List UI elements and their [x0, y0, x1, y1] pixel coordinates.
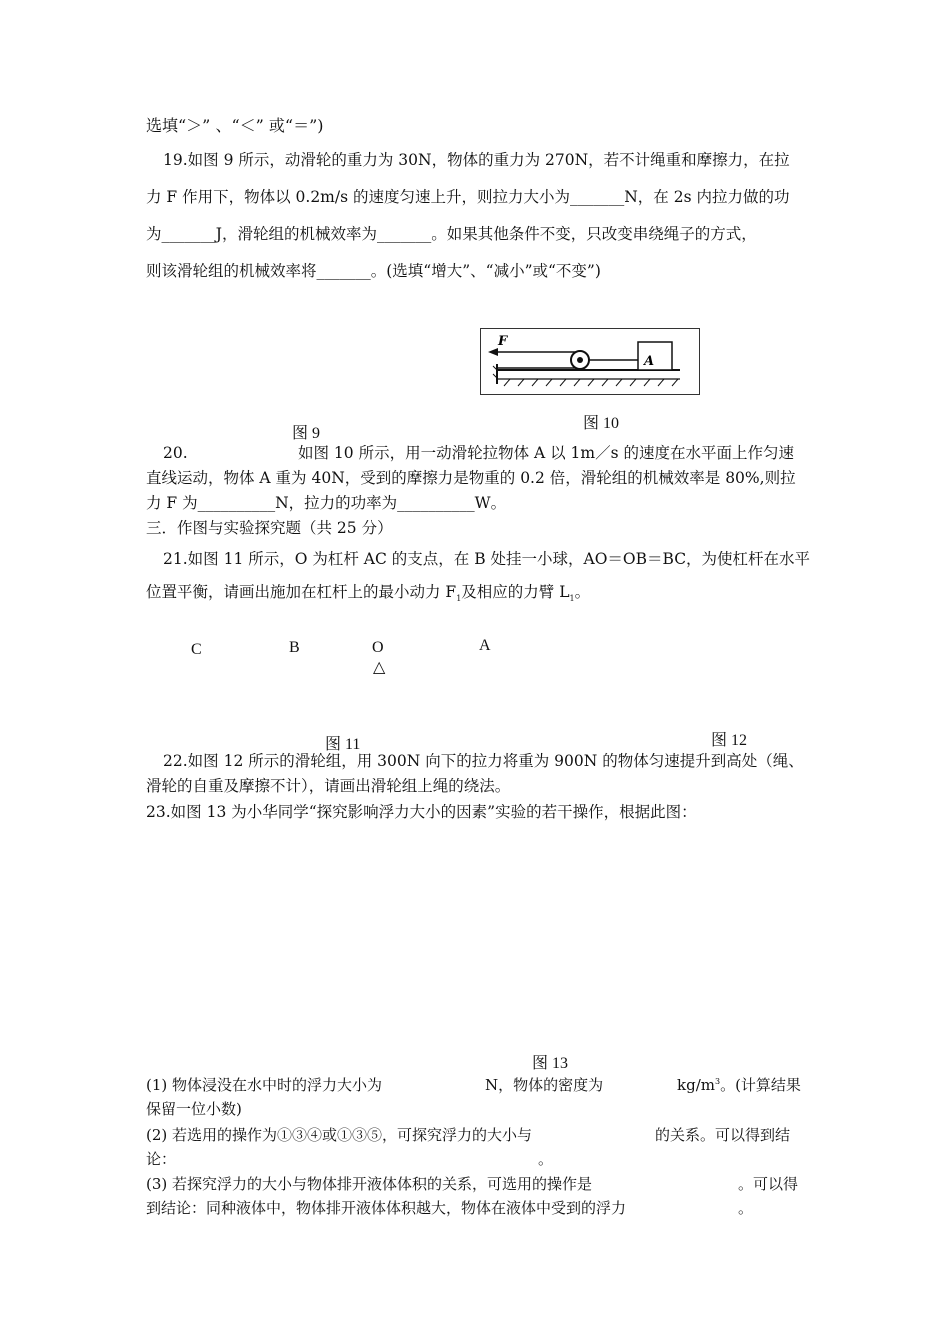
q21-line1: 21.如图 11 所示，O 为杠杆 AC 的支点，在 B 处挂一小球，AO＝OB＝BC，为使杠杆在水平 — [163, 550, 811, 568]
q20-line3: 力 F 为__________N，拉力的功率为__________W。 — [146, 494, 507, 512]
q19-line4: 则该滑轮组的机械效率将_______。(选填“增大”、“减小”或“不变”) — [146, 262, 601, 280]
q23-p1-unit: $kg/m^3$。(计算结果 — [677, 1076, 801, 1094]
q20-number: 20. — [163, 444, 188, 462]
q23-p1-a: (1) 物体浸没在水中时的浮力大小为 — [146, 1076, 383, 1094]
q23-p2-b: 的关系。可以得到结 — [655, 1126, 791, 1144]
q23-p2-a: (2) 若选用的操作为①③④或①③⑤，可探究浮力的大小与 — [146, 1126, 533, 1144]
figure-10-diagram — [480, 328, 700, 395]
q23-intro: 23.如图 13 为小华同学“探究影响浮力大小的因素”实验的若干操作，根据此图： — [146, 803, 697, 821]
q21-line2: 位置平衡，请画出施加在杠杆上的最小动力 $F_1$及相应的力臂 $L_1$。 — [146, 583, 591, 603]
q20-line1: 如图 10 所示，用一动滑轮拉物体 A 以 1m／s 的速度在水平面上作匀速 — [298, 444, 794, 462]
section-3-heading: 三．作图与实验探究题（共 25 分） — [146, 519, 393, 537]
lever-label-c: C — [191, 641, 202, 658]
q23-p3-a: (3) 若探究浮力的大小与物体排开液体体积的关系，可选用的操作是 — [146, 1175, 593, 1193]
force-label: F — [498, 334, 508, 349]
q23-p3-b: 。可以得 — [738, 1175, 799, 1193]
fulcrum-icon: △ — [373, 657, 386, 676]
q19-line3: 为_______J，滑轮组的机械效率为_______。如果其他条件不变，只改变串绕绳子的方式， — [146, 225, 757, 243]
lever-label-a: A — [479, 637, 491, 654]
figure-12-caption: 图 12 — [711, 732, 748, 749]
q19-line1: 19.如图 9 所示，动滑轮的重力为 30N，物体的重力为 270N，若不计绳重和摩擦力，在拉 — [163, 151, 790, 169]
q20-line2: 直线运动，物体 A 重为 40N，受到的摩擦力是物重的 0.2 倍，滑轮组的机械效率是 80%,则拉 — [146, 469, 796, 487]
q23-p1-b: N，物体的密度为 — [485, 1076, 604, 1094]
q23-p3-line2-b: 。 — [738, 1199, 754, 1217]
q23-p1-line2: 保留一位小数) — [146, 1100, 242, 1118]
figure-10-caption: 图 10 — [583, 415, 620, 432]
lever-label-b: B — [289, 639, 300, 656]
q19-line2: 力 F 作用下，物体以 0.2m/s 的速度匀速上升，则拉力大小为_______N，在 2s 内拉力做的功 — [146, 188, 790, 206]
q22-line1: 22.如图 12 所示的滑轮组，用 300N 向下的拉力将重为 900N 的物体匀速提升到高处（绳、 — [163, 752, 804, 770]
q23-p2-line2-b: 。 — [538, 1150, 554, 1168]
q18-tail: 选填“＞” 、“＜” 或“＝”) — [146, 116, 324, 135]
figure-9-caption: 图 9 — [292, 425, 321, 442]
block-label: A — [644, 354, 655, 369]
q22-line2: 滑轮的自重及摩擦不计），请画出滑轮组上绳的绕法。 — [146, 777, 511, 795]
figure-11-caption: 图 11 — [325, 736, 361, 753]
lever-label-o: O — [372, 639, 384, 656]
q23-p3-line2-a: 到结论：同种液体中，物体排开液体体积越大，物体在液体中受到的浮力 — [146, 1199, 627, 1217]
figure-13-caption: 图 13 — [532, 1055, 569, 1072]
q23-p2-line2-a: 论： — [146, 1150, 177, 1168]
